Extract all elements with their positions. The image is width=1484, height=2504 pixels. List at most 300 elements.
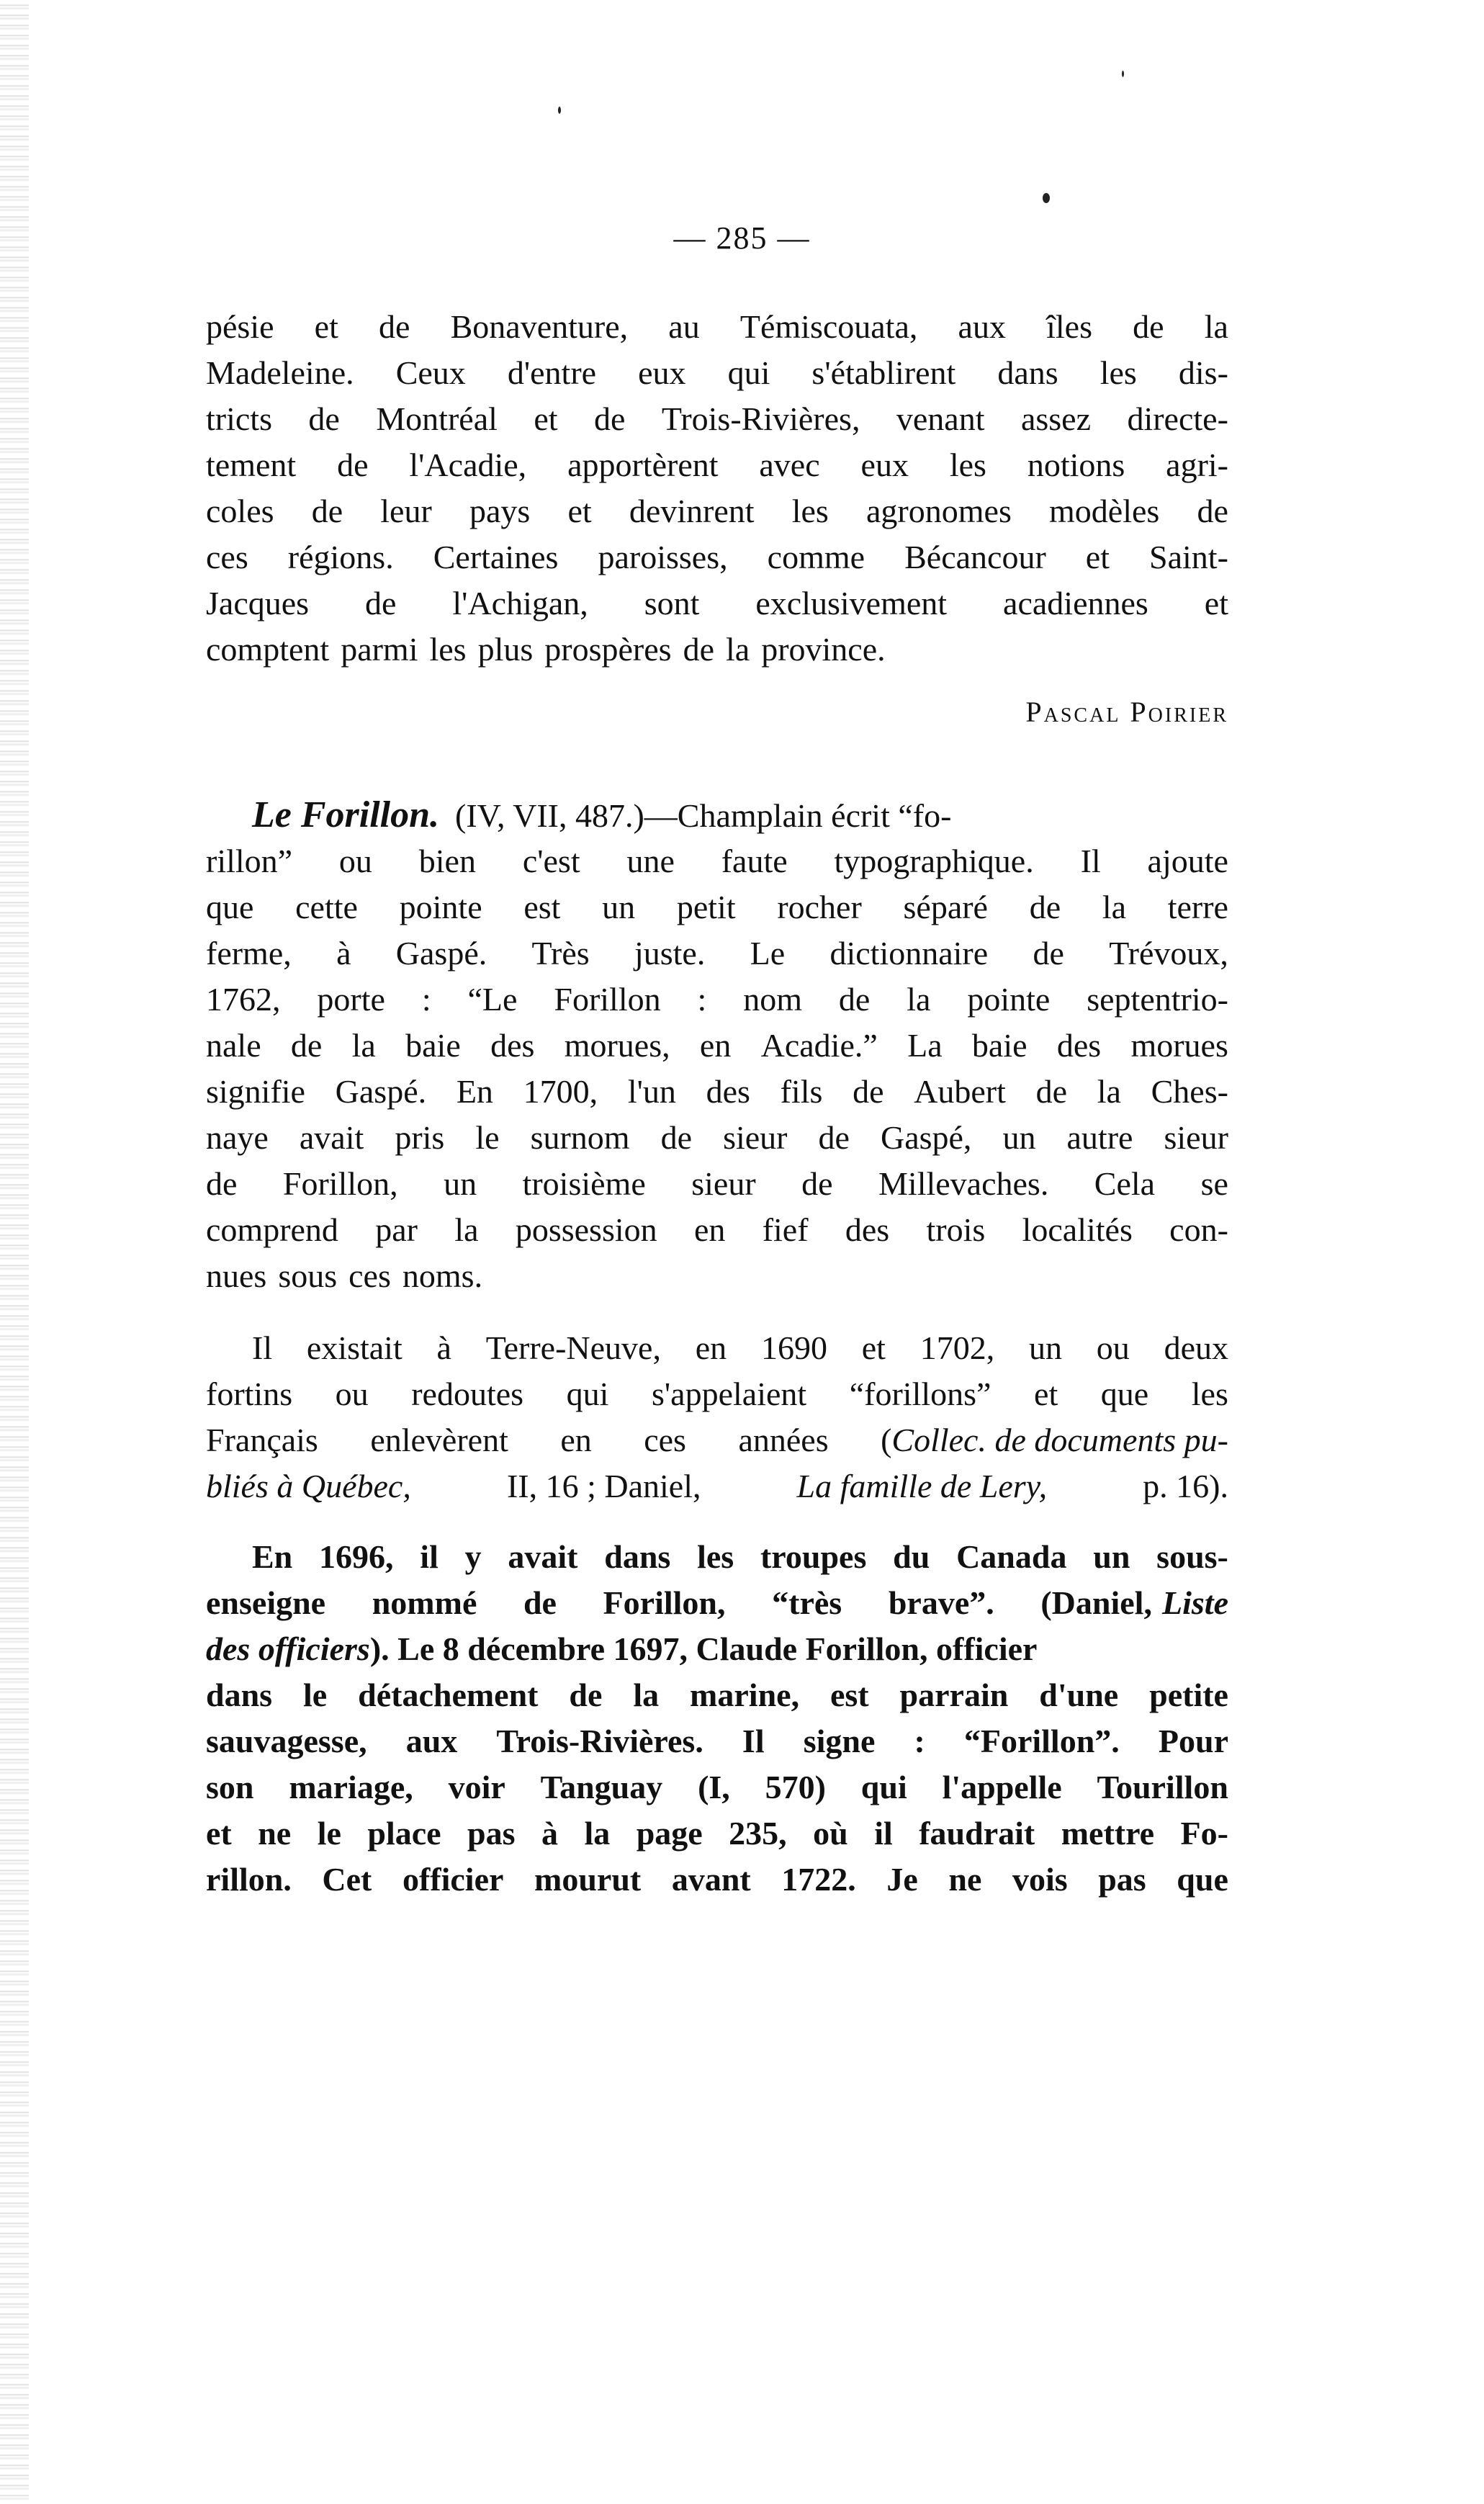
word: Acadie.” — [760, 1027, 878, 1064]
word: directe- — [1127, 400, 1228, 437]
word: trois — [926, 1211, 986, 1248]
word: Madeleine. — [206, 354, 354, 391]
word: mourut — [534, 1861, 642, 1898]
word: de — [1035, 1073, 1068, 1110]
word: qui — [860, 1769, 907, 1805]
word: pas — [467, 1815, 516, 1852]
paragraph-1-line — [206, 350, 1228, 396]
word: Il — [1080, 843, 1101, 879]
word: 1722. — [781, 1861, 856, 1898]
word: de — [593, 400, 626, 437]
word: et — [534, 400, 558, 437]
word: Millevaches. — [878, 1165, 1049, 1202]
word: pésie — [206, 308, 274, 345]
word: comme — [767, 539, 865, 575]
word: de — [1033, 935, 1064, 971]
word: de — [660, 1119, 693, 1156]
word: l'Achigan, — [452, 585, 588, 621]
paragraph-2-line — [206, 1207, 1228, 1253]
word: l'appelle — [942, 1769, 1062, 1805]
word: localités — [1022, 1211, 1133, 1248]
word: Je — [886, 1861, 918, 1898]
word: la — [1204, 308, 1228, 345]
word: détachement — [358, 1677, 539, 1713]
word: Cela — [1094, 1165, 1156, 1202]
paragraph-2-line — [206, 1253, 1228, 1299]
word: de — [308, 400, 340, 437]
word: et — [1085, 539, 1110, 575]
word: Forillon — [554, 981, 661, 1018]
word: ou — [1096, 1329, 1130, 1366]
word: dis- — [1178, 354, 1228, 391]
word: ne — [258, 1815, 292, 1852]
word: “très — [772, 1584, 842, 1621]
word: “forillons” — [849, 1376, 991, 1412]
paragraph-4-rest-line — [206, 1857, 1228, 1903]
word: pointe — [967, 981, 1051, 1018]
paragraph-2-line — [206, 884, 1228, 930]
word: enseigne — [206, 1584, 326, 1621]
word: : — [914, 1723, 925, 1759]
word: enlevèrent — [370, 1422, 508, 1458]
word: une — [626, 843, 675, 879]
word: il — [874, 1815, 893, 1852]
word: plus — [477, 631, 534, 668]
word: bien — [418, 843, 476, 879]
word: et — [1204, 585, 1228, 621]
word: la — [725, 631, 750, 668]
word: la — [633, 1677, 660, 1713]
word: deux — [1164, 1329, 1228, 1366]
word: à — [541, 1815, 558, 1852]
word: apportèrent — [567, 446, 719, 483]
word: rillon. — [206, 1861, 292, 1898]
word: Aubert — [914, 1073, 1006, 1110]
section-title: Le Forillon. — [252, 794, 440, 835]
word: en — [699, 1027, 732, 1064]
word: la — [1102, 889, 1127, 925]
word: années — [738, 1422, 829, 1458]
paragraph-2-line — [206, 977, 1228, 1023]
word: les — [1191, 1376, 1228, 1412]
word: de — [818, 1119, 850, 1156]
word: porte — [317, 981, 385, 1018]
word: le — [303, 1677, 328, 1713]
word: signe — [803, 1723, 876, 1759]
word: de — [523, 1584, 557, 1621]
word: dans — [604, 1538, 671, 1575]
word: ou — [335, 1376, 369, 1412]
word: l'Acadie, — [409, 446, 527, 483]
word: marine, — [690, 1677, 800, 1713]
word: nommé — [372, 1584, 477, 1621]
word: devinrent — [629, 493, 755, 529]
word: ces — [348, 1257, 391, 1294]
word: fils — [780, 1073, 823, 1110]
word: Terre-Neuve, — [485, 1329, 661, 1366]
word: qui — [566, 1376, 609, 1412]
word: agronomes — [866, 493, 1012, 529]
word: Bécancour — [904, 539, 1046, 575]
word: Gaspé. — [395, 935, 487, 971]
word: fief — [762, 1211, 809, 1248]
word: baie — [405, 1027, 461, 1064]
word: 1702, — [919, 1329, 995, 1366]
word: de — [853, 1073, 884, 1110]
word: officier — [402, 1861, 504, 1898]
paragraph-1-line — [206, 534, 1228, 580]
word: de — [1029, 889, 1061, 925]
collec-title: Collec. de documents pu- — [891, 1422, 1228, 1458]
word: parrain — [899, 1677, 1009, 1713]
word: prospères — [544, 631, 672, 668]
word: le — [475, 1119, 500, 1156]
word: agri- — [1166, 446, 1228, 483]
paragraph-4-line-1 — [206, 1534, 1228, 1580]
word: nues — [206, 1257, 267, 1294]
paragraph-4-rest-line — [206, 1672, 1228, 1718]
word: où — [813, 1815, 848, 1852]
word: leur — [380, 493, 432, 529]
paragraph-1-line — [206, 488, 1228, 534]
paragraph-2-line — [206, 1069, 1228, 1115]
word: 1700, — [523, 1073, 598, 1110]
word: aux — [405, 1723, 458, 1759]
word: Témiscouata, — [739, 308, 918, 345]
word: et — [567, 493, 592, 529]
word: Tourillon — [1097, 1769, 1228, 1805]
word: septentrio- — [1087, 981, 1228, 1018]
paragraph-3-reference-line — [206, 1463, 1228, 1509]
paragraph-4-line-2 — [206, 1580, 1228, 1626]
paragraph-4-line-3 — [206, 1626, 1228, 1672]
paragraph-2-line — [206, 1115, 1228, 1161]
word: La — [907, 1027, 943, 1064]
word: typographique. — [834, 843, 1034, 879]
word: et — [206, 1815, 232, 1852]
word: voir — [448, 1769, 505, 1805]
word: 235, — [729, 1815, 787, 1852]
word: des — [1056, 1027, 1102, 1064]
word: la — [584, 1815, 611, 1852]
word: séparé — [903, 889, 988, 925]
word: ne — [948, 1861, 982, 1898]
word: y — [464, 1538, 482, 1575]
word: tricts — [206, 400, 272, 437]
word: terre — [1167, 889, 1228, 925]
famille-title: La famille de Lery, — [796, 1468, 1048, 1504]
word: 570) — [765, 1769, 826, 1805]
word: surnom — [530, 1119, 630, 1156]
word: un — [1029, 1329, 1062, 1366]
word: de — [569, 1677, 603, 1713]
word: eux — [860, 446, 909, 483]
paragraph-3 — [206, 1325, 1228, 1509]
word: régions. — [287, 539, 394, 575]
collec-title-cont: bliés à Québec, — [206, 1468, 411, 1504]
paragraph-1-line — [206, 304, 1228, 350]
word: Le — [750, 935, 786, 971]
paragraph-3-line — [206, 1325, 1228, 1371]
word: pointe — [399, 889, 482, 925]
word: se — [1200, 1165, 1228, 1202]
word: dans — [997, 354, 1058, 391]
word: que — [206, 889, 254, 925]
word: Ches- — [1151, 1073, 1228, 1110]
paragraph-2-line — [206, 838, 1228, 884]
word: pris — [395, 1119, 445, 1156]
word: le — [317, 1815, 341, 1852]
word: morues — [1130, 1027, 1228, 1064]
word: et — [1034, 1376, 1058, 1412]
word: de — [337, 446, 369, 483]
word: en — [693, 1211, 726, 1248]
word: morues, — [564, 1027, 670, 1064]
word: Trois-Rivières, — [661, 400, 860, 437]
word: un — [602, 889, 636, 925]
word: Gaspé. — [335, 1073, 427, 1110]
word: la — [454, 1211, 479, 1248]
word: les — [791, 493, 829, 529]
word: il — [420, 1538, 439, 1575]
paragraph-1-line — [206, 442, 1228, 488]
word: page — [636, 1815, 703, 1852]
word: paroisses, — [598, 539, 728, 575]
word: comprend — [206, 1211, 338, 1248]
word: Canada — [956, 1538, 1067, 1575]
word: nom — [743, 981, 802, 1018]
word: que — [1177, 1861, 1228, 1898]
word: troisième — [522, 1165, 646, 1202]
word: “Le — [467, 981, 518, 1018]
word: eux — [638, 354, 686, 391]
page-number: — 285 — — [673, 220, 811, 256]
word: ces — [206, 539, 248, 575]
word: noms. — [402, 1257, 483, 1294]
word: la — [1097, 1073, 1121, 1110]
paragraph-3-line — [206, 1371, 1228, 1417]
word: assez — [1020, 400, 1092, 437]
word: les — [429, 631, 467, 668]
word: notions — [1027, 446, 1125, 483]
word: faudrait — [919, 1815, 1035, 1852]
word: en — [695, 1329, 727, 1366]
word: mettre — [1061, 1815, 1155, 1852]
paragraph-4-rest-line — [206, 1764, 1228, 1810]
word: sous- — [1156, 1538, 1228, 1575]
ink-speck — [558, 107, 561, 114]
word: de — [801, 1165, 833, 1202]
word: coles — [206, 493, 274, 529]
word: sont — [644, 585, 700, 621]
word: de — [206, 1165, 238, 1202]
word: Il — [742, 1723, 765, 1759]
ink-speck — [1122, 71, 1124, 77]
paragraph-1-line — [206, 580, 1228, 627]
word: son — [206, 1769, 254, 1805]
word: rillon” — [206, 843, 293, 879]
word: de — [379, 308, 410, 345]
word: Gaspé, — [880, 1119, 972, 1156]
word: ou — [338, 843, 372, 879]
paragraph-1 — [206, 304, 1228, 673]
word: Cet — [322, 1861, 372, 1898]
word: faute — [721, 843, 788, 879]
paragraph-2-first-text: (IV, VII, 487.)—Champlain écrit “fo- — [455, 797, 952, 834]
word: des — [490, 1027, 535, 1064]
word: un — [1093, 1538, 1130, 1575]
word: brave”. — [888, 1584, 994, 1621]
word: des — [706, 1073, 750, 1110]
paragraph-2 — [206, 792, 1228, 1299]
word: Jacques — [206, 585, 310, 621]
word: s'appelaient — [651, 1376, 807, 1412]
word: existait — [306, 1329, 403, 1366]
word: les — [1099, 354, 1137, 391]
word: En — [456, 1073, 493, 1110]
word: petite — [1149, 1677, 1228, 1713]
paragraph-2-line — [206, 1161, 1228, 1207]
word: des — [845, 1211, 890, 1248]
word: d'entre — [507, 354, 597, 391]
word: s'établirent — [811, 354, 956, 391]
word: sieur — [1164, 1119, 1228, 1156]
word: la — [351, 1027, 376, 1064]
word: Fo- — [1180, 1815, 1228, 1852]
word: la — [907, 981, 931, 1018]
word: que — [1100, 1376, 1149, 1412]
word: Saint- — [1149, 539, 1228, 575]
volume-ref: II, 16 ; Daniel, — [506, 1468, 701, 1504]
paragraph-4-rest-line — [206, 1718, 1228, 1764]
word: c'est — [522, 843, 580, 879]
word: baie — [971, 1027, 1027, 1064]
word: de — [1197, 493, 1228, 529]
paragraph-2-line — [206, 1023, 1228, 1069]
word: de — [290, 1027, 323, 1064]
word: Certaines — [433, 539, 559, 575]
word: : — [421, 981, 431, 1018]
paragraph-4-rest-line — [206, 1810, 1228, 1857]
word: 1690 — [760, 1329, 827, 1366]
paragraph-4 — [206, 1534, 1228, 1903]
ink-speck — [1043, 193, 1050, 203]
word: fortins — [206, 1376, 293, 1412]
word: qui — [727, 354, 770, 391]
word: sieur — [691, 1165, 756, 1202]
word: avait — [299, 1119, 364, 1156]
word: : — [697, 981, 707, 1018]
word: modèles — [1049, 493, 1160, 529]
word: du — [893, 1538, 930, 1575]
word: naye — [206, 1119, 269, 1156]
word: sauvagesse, — [206, 1723, 367, 1759]
paragraph-2-line — [206, 930, 1228, 977]
word: con- — [1169, 1211, 1228, 1248]
word: un — [1002, 1119, 1036, 1156]
paragraph-1-line — [206, 627, 1228, 673]
word: et — [861, 1329, 886, 1366]
word: est — [523, 889, 561, 925]
word: autre — [1066, 1119, 1133, 1156]
word: avait — [508, 1538, 578, 1575]
word: sieur — [723, 1119, 788, 1156]
word: ces — [644, 1422, 686, 1458]
word: (Daniel, — [1040, 1584, 1152, 1621]
word: aux — [958, 308, 1006, 345]
word: et — [314, 308, 338, 345]
word: est — [829, 1677, 869, 1713]
word: les — [949, 446, 986, 483]
word: “Forillon”. — [963, 1723, 1120, 1759]
word: (Collec. de documents pu- — [881, 1422, 1228, 1458]
word: de — [838, 981, 871, 1018]
word: les — [697, 1538, 734, 1575]
word: mariage, — [289, 1769, 413, 1805]
word: cette — [295, 889, 358, 925]
word: Trois-Rivières. — [496, 1723, 703, 1759]
officiers-title: des officiers — [206, 1630, 370, 1667]
word: Forillon, — [282, 1165, 398, 1202]
word: de — [311, 493, 343, 529]
word: possession — [515, 1211, 657, 1248]
word: acadiennes — [1003, 585, 1148, 621]
liste-title: Liste — [1162, 1584, 1228, 1621]
word: îles — [1046, 308, 1093, 345]
word: juste. — [634, 935, 706, 971]
word: Forillon, — [603, 1584, 726, 1621]
word: avec — [759, 446, 820, 483]
word: signifie — [206, 1073, 305, 1110]
word: à — [436, 1329, 451, 1366]
page-ref: p. 16). — [1143, 1468, 1228, 1504]
word: en — [560, 1422, 592, 1458]
word: Montréal — [376, 400, 498, 437]
word: Il — [252, 1329, 273, 1366]
word: exclusivement — [755, 585, 948, 621]
word: Pour — [1158, 1723, 1228, 1759]
word: Très — [531, 935, 590, 971]
word: tement — [206, 446, 297, 483]
scanned-page-edge — [0, 0, 29, 2504]
word: redoutes — [411, 1376, 524, 1412]
word: Bonaventure, — [450, 308, 629, 345]
word: à — [336, 935, 351, 971]
word: par — [375, 1211, 418, 1248]
word: Ceux — [395, 354, 466, 391]
word: vois — [1012, 1861, 1068, 1898]
word: de — [683, 631, 714, 668]
word: dictionnaire — [829, 935, 989, 971]
word: petit — [676, 889, 736, 925]
author-signature: Pascal Poirier — [1025, 696, 1228, 728]
word: venant — [896, 400, 985, 437]
word: Français — [206, 1422, 318, 1458]
word: ferme, — [206, 935, 292, 971]
word: 1762, — [206, 981, 281, 1018]
word: d'une — [1039, 1677, 1119, 1713]
word: dans — [206, 1677, 273, 1713]
word: au — [668, 308, 700, 345]
word: place — [367, 1815, 441, 1852]
paragraph-3-line — [206, 1417, 1228, 1463]
paragraph-4-line-3-text: ). Le 8 décembre 1697, Claude Forillon, officier — [369, 1630, 1038, 1667]
word: avant — [671, 1861, 751, 1898]
word: En — [252, 1538, 293, 1575]
word: sous — [278, 1257, 338, 1294]
word: pas — [1098, 1861, 1146, 1898]
word: de — [1133, 308, 1164, 345]
